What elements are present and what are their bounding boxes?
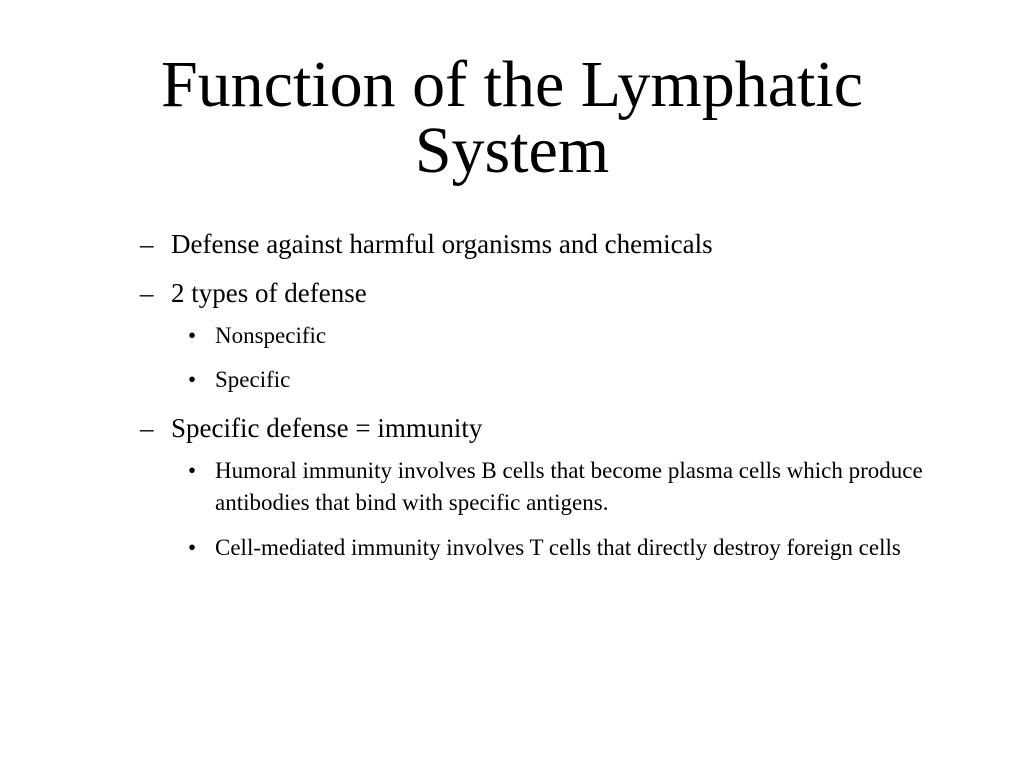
sub-bullet-text: Nonspecific: [215, 322, 327, 348]
bullet-list: [0, 228, 1024, 580]
bullet-dot-marker: •: [188, 534, 197, 560]
sub-bullet-item: [171, 455, 984, 519]
sub-bullet-text: Humoral immunity involves B cells that become plasma cells which produce antibodies that bind with specific antigens.: [215, 458, 923, 516]
dash-marker: –: [140, 277, 154, 308]
title-line: Function of the Lymphatic: [160, 48, 864, 121]
sub-bullet-text: Cell-mediated immunity involves T cells that directly destroy foreign cells: [215, 534, 901, 560]
bullet-dot-marker: •: [188, 458, 197, 484]
dash-marker: –: [140, 413, 154, 444]
title-line: System: [414, 114, 610, 187]
bullet-item: [0, 228, 1024, 261]
dash-marker: –: [140, 229, 154, 259]
bullet-dot-marker: •: [188, 322, 197, 348]
bullet-item: [0, 412, 1024, 564]
sub-bullet-list: [171, 455, 984, 564]
sub-bullet-item: [171, 532, 984, 564]
sub-bullet-text: Specific: [215, 367, 291, 393]
bullet-text: Specific defense = immunity: [171, 413, 483, 444]
bullet-text: 2 types of defense: [171, 277, 367, 308]
slide-title: [62, 48, 962, 187]
sub-bullet-list: [171, 320, 984, 396]
bullet-text: Defense against harmful organisms and chemicals: [171, 229, 713, 259]
sub-bullet-item: [171, 364, 984, 396]
bullet-item: [0, 277, 1024, 396]
sub-bullet-item: [171, 320, 984, 352]
bullet-dot-marker: •: [188, 367, 197, 393]
